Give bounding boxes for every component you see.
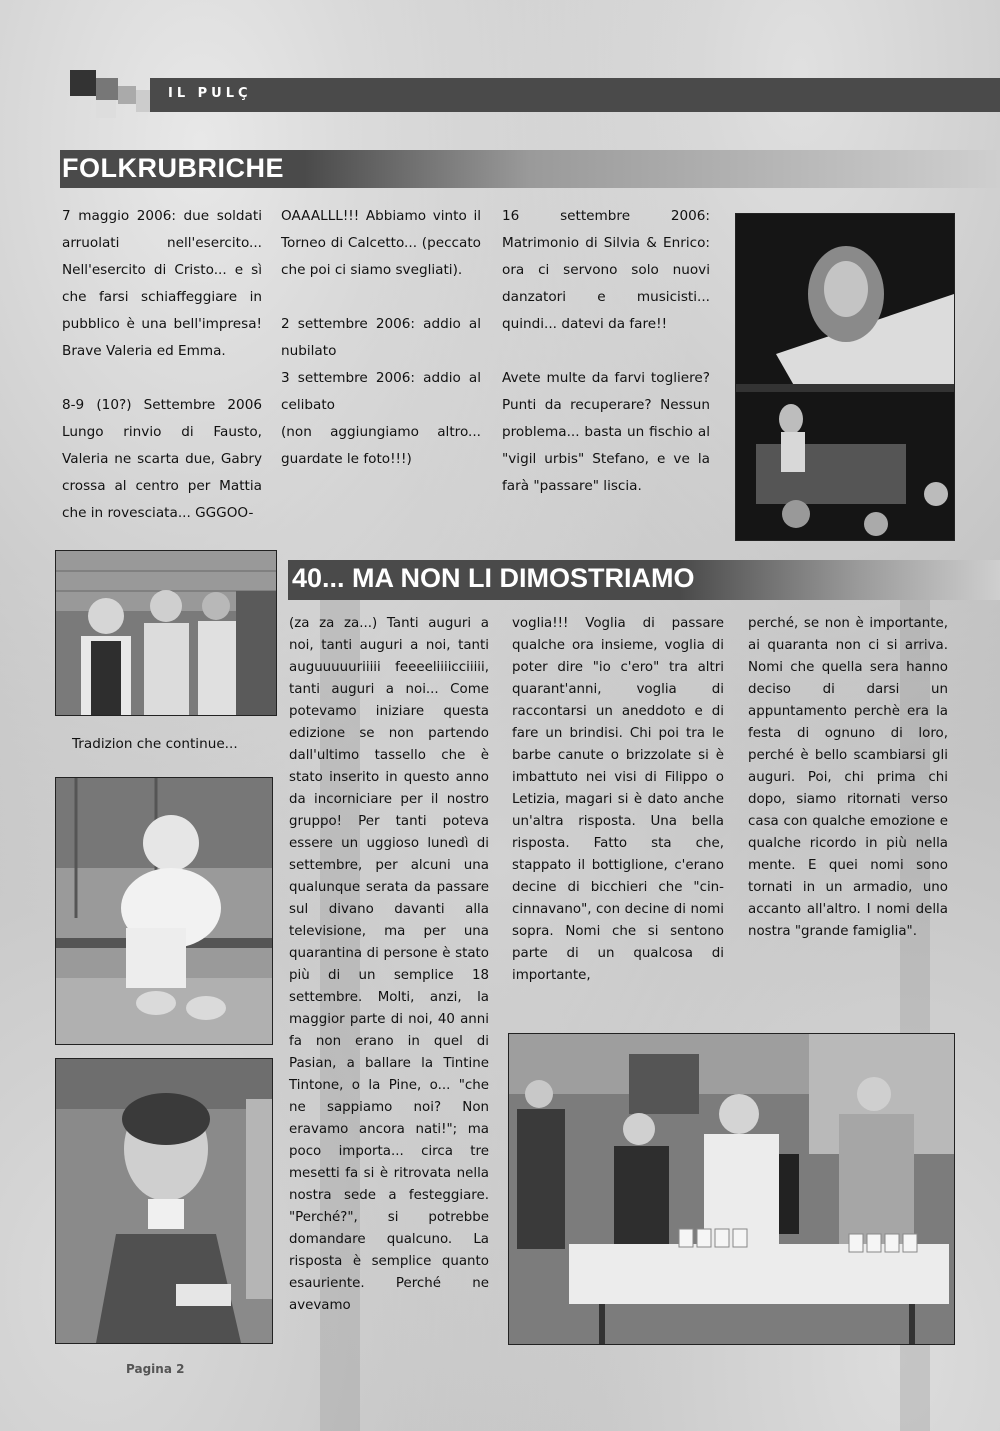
photo-child-girl xyxy=(55,777,273,1045)
paragraph: voglia!!! Voglia di passare qualche ora insieme, voglia di poter dire "io c'ero" tra altri quarant'anni, voglia di raccontarsi un aneddoto e di fare un brindisi. Chi poi tra le barbe canute o brizzolate si è imbattuto nei visi di Filippo o Letizia, magari si è dato anche un'altra risposta. Una bella risposta. Fatto sta che, stappato il bottiglione, c'erano decine di bicchieri che "cin-cinnavano", con decine di nomi sopra. Nomi che si sentono parte di un qualcosa di importante, xyxy=(512,616,724,983)
photo-musicians-drawing xyxy=(56,551,276,715)
photo-group-celebration-drawing xyxy=(509,1034,954,1344)
paragraph: perché, se non è importante, ai quaranta non ci si arriva. Nomi che quella sera hanno deciso di darsi un appuntamento perchè era la festa di ognuno di loro, perché è bello scambiarsi gli auguri. Poi, chi prima chi dopo, siamo ritornati verso casa con qualche emozione e qualche ricordo in più nella mente. E quei nomi sono tornati in un armadio, uno accanto all'altro. I nomi della nostra "grande famiglia". xyxy=(748,616,948,939)
photo-night-party xyxy=(735,213,955,541)
folkrubriche-column-1 xyxy=(62,203,262,527)
paragraph: (za za za...) Tanti auguri a noi, tanti auguri a noi, tanti auguuuuuriiiii feeeeliiiicciiiii, tanti auguri a noi... Come potevamo iniziare questa edizione se non partendo dall'ultimo tassello che è stato inserito in questo anno da incorniciare per il nostro gruppo! Per tanti poteva essere un uggioso lunedì di settembre, per alcuni una qualunque serata da passare sul divano davanti alla televisione, ma per una quarantina di persone è stato più di un semplice 18 settembre. Molti, anzi, la maggior parte di noi, 40 anni fa non erano in quel di Pasian, a ballare la Tintine Tintone, o la Pine, o... "che ne sappiamo noi? Non eravamo ancora nati!"; ma poco importa... circa tre mesetti fa si è ritrovata nella nostra sede a festeggiare. "Perché?", si potrebbe domandare qualcuno. La risposta è semplice quanto esauriente. Perché ne avevamo xyxy=(289,616,489,1313)
photo-group-celebration xyxy=(508,1033,955,1345)
page-number: Pagina 2 xyxy=(126,1362,185,1376)
section-title-folkrubriche: FOLKRUBRICHE xyxy=(62,153,284,183)
photo-child-girl-drawing xyxy=(56,778,272,1044)
article-column-3 xyxy=(748,613,948,943)
paragraph: 16 settembre 2006: Matrimonio di Silvia & Enrico: ora ci servono solo nuovi danzatori e musicisti... quindi... datevi da fare!! xyxy=(502,208,710,332)
section-title-40: 40... MA NON LI DIMOSTRIAMO xyxy=(292,563,695,593)
paragraph: 8-9 (10?) Settembre 2006 Lungo rinvio di Fausto, Valeria ne scarta due, Gabry crossa al centro per Mattia che in rovesciata... GGGOO- xyxy=(62,397,262,521)
paragraph: 7 maggio 2006: due soldati arruolati nell'esercito... Nell'esercito di Cristo... e sì che farsi schiaffeggiare in pubblico è una bell'impresa! Brave Valeria ed Emma. xyxy=(62,208,262,359)
header-bar xyxy=(150,78,1000,112)
paragraph: OAAALLL!!! Abbiamo vinto il Torneo di Calcetto... (peccato che poi ci siamo svegliati). xyxy=(281,208,481,278)
header-square xyxy=(70,70,96,96)
header-square xyxy=(136,90,150,112)
photo-child-boy xyxy=(55,1058,273,1344)
paragraph: 2 settembre 2006: addio al nubilato xyxy=(281,316,481,359)
photo-caption: Tradizion che continue... xyxy=(72,736,238,752)
photo-child-boy-drawing xyxy=(56,1059,272,1343)
header-square xyxy=(96,100,116,118)
header-square xyxy=(96,78,118,100)
header-square xyxy=(118,86,136,104)
magazine-title: IL PULÇ xyxy=(168,86,252,101)
paragraph: Avete multe da farvi togliere? Punti da recuperare? Nessun problema... basta un fischio al "vigil urbis" Stefano, e ve la farà "passare" liscia. xyxy=(502,370,710,494)
photo-musicians xyxy=(55,550,277,716)
paragraph: (non aggiungiamo altro... guardate le foto!!!) xyxy=(281,424,481,467)
article-column-2 xyxy=(512,613,724,987)
photo-night-party-drawing xyxy=(736,214,954,540)
folkrubriche-column-3 xyxy=(502,203,710,500)
article-column-1 xyxy=(289,613,489,1317)
folkrubriche-column-2 xyxy=(281,203,481,473)
paragraph: 3 settembre 2006: addio al celibato xyxy=(281,370,481,413)
